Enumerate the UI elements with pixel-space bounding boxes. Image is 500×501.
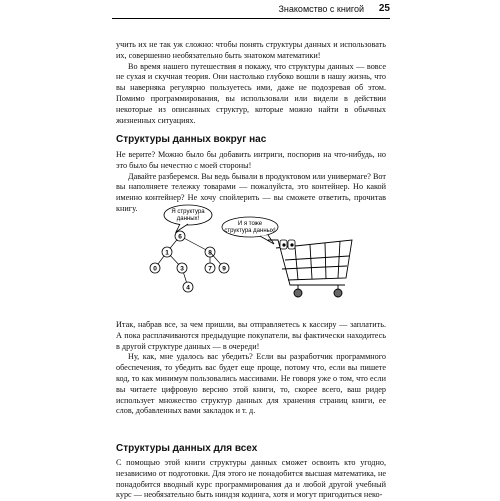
- tree-node-label: 7: [208, 265, 212, 273]
- running-header: [112, 4, 390, 30]
- paragraph: Ну, как, мне удалось вас убедить? Если вы разработчик программного обеспечения, то убедить вас будет еще проще, потому что, если вы пишете код, то как минимум пользовались массивами. Не говоря уже о том, что если вы читаете цифровую версию этой книги, то, скорее всего, ваш ридер использует множество структур данных для хранения страниц книги, ее слов, добавленных вами закладок и т. д.: [116, 352, 386, 416]
- bubble-left-line: данных!: [176, 216, 200, 222]
- section-heading: Структуры данных для всех: [116, 443, 258, 454]
- page-number: 25: [378, 3, 390, 14]
- intro-text: [116, 40, 386, 126]
- tree-node-label: 6: [178, 233, 182, 241]
- tree-node-label: 3: [180, 265, 184, 273]
- tree-node-overlay: [140, 200, 360, 310]
- tree-node-label: 0: [153, 265, 157, 273]
- tree-node-label: 4: [186, 284, 190, 292]
- tree-node-label: 1: [165, 249, 169, 257]
- tree-node-label: 9: [222, 265, 226, 273]
- bubble-left-line: Я структура: [171, 209, 205, 215]
- paragraph: Во время нашего путешествия я покажу, что структуры данных — вовсе не сухая и скучная теория. Они настолько глубоко вошли в нашу жизнь, что вы наверняка регулярно пользуетесь ими, даже не подозревая об этом. Помимо программирования, вы использовали или видели в действии некоторые из описанных структур, которые можно найти в обычных жизненных ситуациях.: [116, 61, 386, 125]
- section-heading: Структуры данных вокруг нас: [116, 134, 267, 145]
- chapter-title: Знакомство с книгой: [278, 4, 364, 14]
- bubble-right-line: структура данных!: [224, 228, 276, 234]
- middle-text: [116, 320, 386, 417]
- paragraph: учить их не так уж сложно: чтобы понять структуры данных и использовать их, совершенно необязательно быть знатоком математики!: [116, 40, 386, 60]
- tree-node-label: 8: [208, 249, 212, 257]
- bubble-right-line: И я тоже: [237, 221, 263, 227]
- paragraph: С помощью этой книги структуры данных сможет освоить кто угодно, независимо от подготовки. Для этого не понадобится высшая математика, не понадобится вводный курс программирования да и любой другой учебный курс — необязательно быть ниндзя кодинга, хотя и могут пригодиться неко-: [116, 458, 386, 500]
- section-text: [116, 458, 386, 501]
- paragraph: Итак, набрав все, за чем пришли, вы отправляетесь к кассиру — заплатить. А пока расплачиваются предыдущие покупатели, вы фактически находитесь в другой структуре данных — в очереди!: [116, 320, 386, 351]
- paragraph: Не верите? Можно было бы добавить интриги, поспорив на что-нибудь, но это было бы нечестно с моей стороны!: [116, 150, 386, 170]
- paragraph: Давайте разберемся. Вы ведь бывали в продуктовом или универмаге? Вот вы наполняете тележку товарами — пожалуйста, это контейнер. Но какой именно контейнер? Не хочу спойлерить — вы сможете ответить, прочитав книгу.: [116, 171, 386, 213]
